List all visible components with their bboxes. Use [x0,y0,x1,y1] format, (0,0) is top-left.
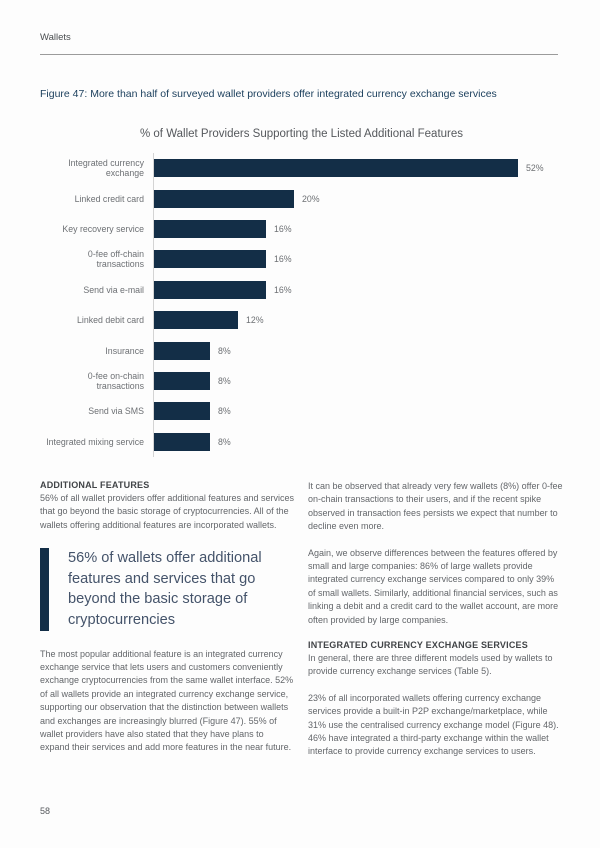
bar [154,190,294,208]
left-column-heading: ADDITIONAL FEATURES [40,479,150,490]
paragraph: 23% of all incorporated wallets offering currency exchange services provide a built-in P2P exchange/marketplace, while 31% use the centralised currency exchange model (Figure 48). 46% have integrated a third-party exchange within the wallet interface to provide currency exchange services to users. [308,692,559,757]
bar [154,281,266,299]
bar-track [153,335,563,365]
chart-title: % of Wallet Providers Supporting the Listed Additional Features [139,128,464,140]
bar [154,159,518,177]
section-title: Wallets [40,32,71,43]
paragraph: Again, we observe differences between the features offered by small and large companies: 86% of large wallets provide integrated currency exchange services compared to only 39% of small wallets. Similarly, additional financial services, such as linking a debit and a credit card to the wallet account, are more often provided by large companies. [308,547,559,625]
chart-row [40,396,563,426]
chart-row [40,366,563,396]
value-label: 52% [526,163,544,174]
paragraph: 56% of all wallet providers offer additional features and services that go beyond the basic storage of cryptocurrencies. All of the wallets offering additional features are incorporated wallets. [40,492,294,530]
value-label: 8% [218,406,231,417]
bar [154,342,210,360]
chart-row [40,427,563,457]
bar-track [153,153,563,183]
bar-track [153,305,563,335]
figure-caption: Figure 47: More than half of surveyed wallet providers offer integrated currency exchange services [40,88,497,100]
value-label: 8% [218,345,231,356]
right-column [308,480,563,772]
bar [154,402,210,420]
value-label: 16% [274,223,292,234]
bar-track [153,427,563,457]
category-label: Insurance [105,345,144,356]
bar [154,250,266,268]
chart-row [40,153,563,183]
chart-plot-area [40,153,563,457]
category-label: Send via e-mail [83,284,144,295]
chart-row [40,335,563,365]
value-label: 16% [274,254,292,265]
category-label: Integrated mixing service [46,436,144,447]
bar [154,220,266,238]
category-label: Linked credit card [74,193,144,204]
body-columns [40,480,563,772]
bar-track [153,366,563,396]
page-number: 58 [40,806,51,816]
bar [154,311,238,329]
value-label: 20% [302,193,320,204]
value-label: 8% [218,375,231,386]
chart-row [40,183,563,213]
category-label: Key recovery service [62,223,144,234]
pull-quote: 56% of wallets offer additional features and services that go beyond the basic storage of cryptocurrencies [40,548,295,630]
bar [154,433,210,451]
left-column [40,480,295,772]
category-label: 0-fee on-chain transactions [87,370,144,391]
value-label: 12% [246,315,264,326]
paragraph: It can be observed that already very few wallets (8%) offer 0-fee on-chain transactions to their users, and if the recent spike observed in transaction fees persists we expect that number to decline even more. [308,480,563,532]
value-label: 8% [218,436,231,447]
paragraph: In general, there are three different models used by wallets to provide currency exchange services (Table 5). [308,652,553,677]
page-header [40,27,558,55]
value-label: 16% [274,284,292,295]
bar-track [153,183,563,213]
chart-row [40,275,563,305]
chart-row [40,244,563,274]
right-column-heading: INTEGRATED CURRENCY EXCHANGE SERVICES [308,639,528,650]
bar-chart [40,128,563,457]
bar [154,372,210,390]
bar-track [153,214,563,244]
category-label: 0-fee off-chain transactions [87,249,144,270]
chart-row [40,214,563,244]
bar-track [153,396,563,426]
bar-track [153,244,563,274]
category-label: Send via SMS [88,406,144,417]
category-label: Linked debit card [77,315,144,326]
category-label: Integrated currency exchange [68,158,144,179]
paragraph: The most popular additional feature is an integrated currency exchange service that lets users and customers conveniently exchange cryptocurrencies from the same wallet interface. 52% of all wallets provide an integrated currency exchange service, supporting our observation that the distinction between wallets and exchanges are increasingly blurred (Figure 47). 55% of wallet providers have also stated that they have plans to expand their services and add more features in the near future. [40,648,294,753]
bar-track [153,275,563,305]
chart-row [40,305,563,335]
